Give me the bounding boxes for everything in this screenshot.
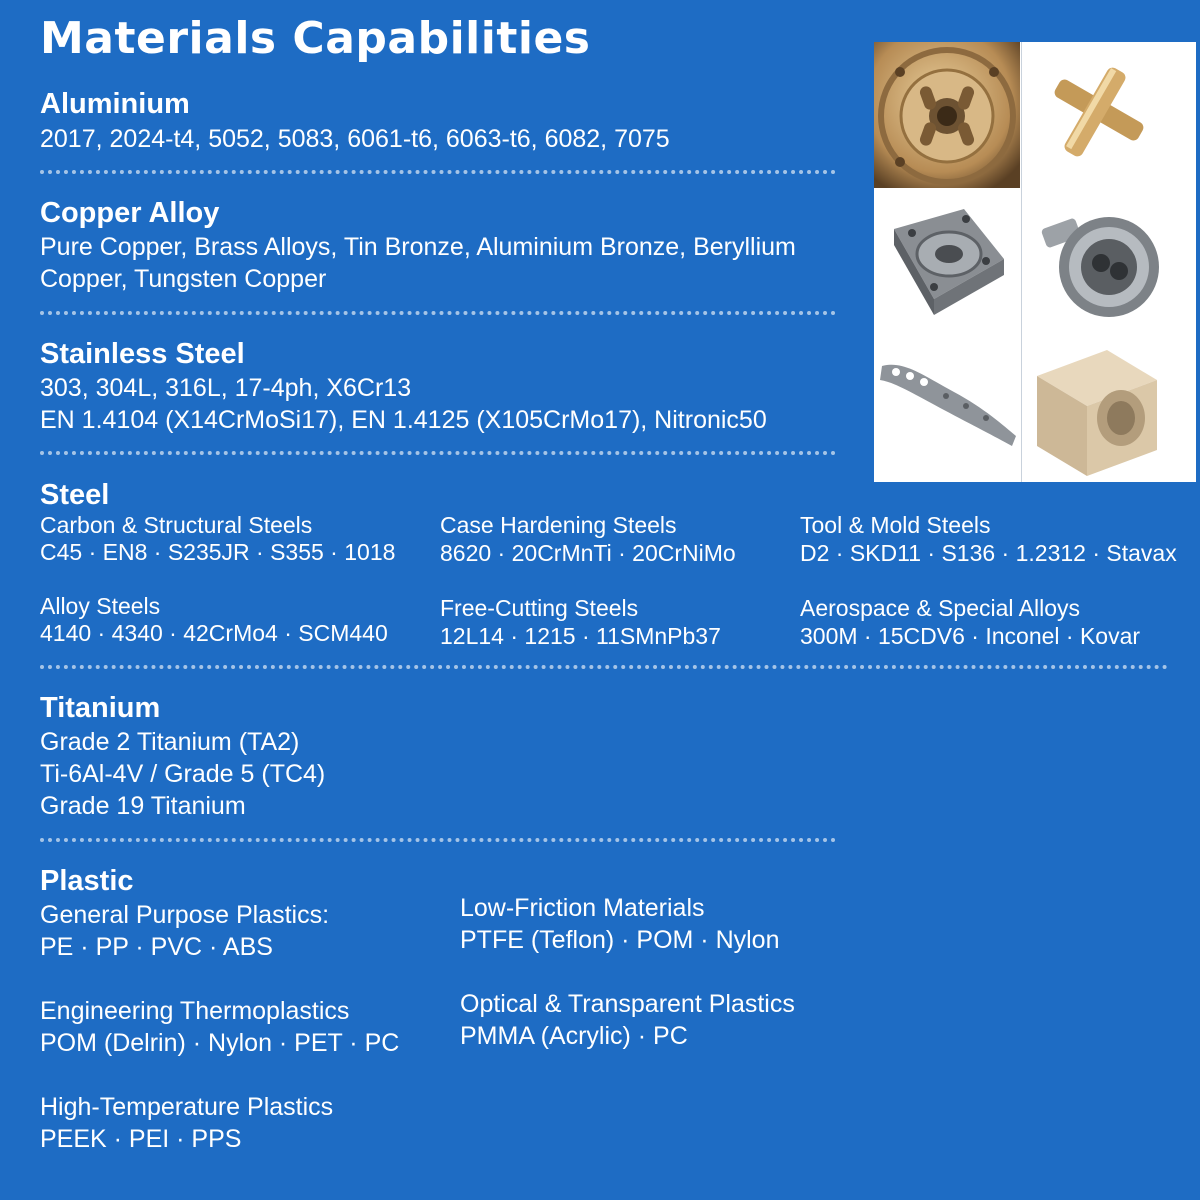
steel-group-grades: 8620 · 20CrMnTi · 20CrNiMo [440, 540, 736, 566]
divider [40, 170, 836, 174]
steel-group-name: Aerospace & Special Alloys [800, 595, 1080, 621]
stainless-line-2: EN 1.4104 (X14CrMoSi17), EN 1.4125 (X105CrMo17), Nitronic50 [40, 406, 767, 434]
page-title: Materials Capabilities [40, 13, 591, 64]
steel-group-name: Carbon & Structural Steels [40, 512, 313, 538]
steel-group-name: Case Hardening Steels [440, 512, 677, 538]
steel-group-name: Free-Cutting Steels [440, 595, 639, 621]
divider [40, 665, 1168, 669]
surgical-plate-image [874, 336, 1020, 482]
copper-line-2: Copper, Tungsten Copper [40, 265, 327, 293]
gallery-divider [1021, 42, 1022, 482]
aluminium-grades: 2017, 2024-t4, 5052, 5083, 6061-t6, 6063-t6, 6082, 7075 [40, 125, 670, 153]
parts-gallery [874, 42, 1196, 482]
steel-group-grades: 300M · 15CDV6 · Inconel · Kovar [800, 623, 1141, 649]
plastic-group-grades: PTFE (Teflon) · POM · Nylon [460, 926, 780, 954]
steel-block-image [874, 189, 1020, 335]
titanium-line: Ti-6Al-4V / Grade 5 (TC4) [40, 760, 326, 788]
plastic-group-grades: POM (Delrin) · Nylon · PET · PC [40, 1029, 400, 1057]
steel-group-grades: 12L14 · 1215 · 11SMnPb37 [440, 623, 721, 649]
plastic-heading: Plastic [40, 865, 134, 897]
divider [40, 451, 836, 455]
copper-line-1: Pure Copper, Brass Alloys, Tin Bronze, Aluminium Bronze, Beryllium [40, 233, 796, 261]
divider [40, 838, 836, 842]
peek-housing-image [1023, 336, 1169, 482]
plastic-group-name: Low-Friction Materials [460, 894, 705, 922]
titanium-line: Grade 2 Titanium (TA2) [40, 728, 300, 756]
steel-heading: Steel [40, 479, 110, 511]
plastic-group-grades: PMMA (Acrylic) · PC [460, 1022, 688, 1050]
stainless-heading: Stainless Steel [40, 338, 245, 370]
steel-group-grades: C45 · EN8 · S235JR · S355 · 1018 [40, 539, 396, 565]
plastic-group-grades: PE · PP · PVC · ABS [40, 933, 273, 961]
titanium-line: Grade 19 Titanium [40, 792, 246, 820]
titanium-heading: Titanium [40, 692, 161, 724]
steel-group-name: Tool & Mold Steels [800, 512, 991, 538]
plastic-group-grades: PEEK · PEI · PPS [40, 1125, 242, 1153]
aluminium-heading: Aluminium [40, 88, 190, 120]
plastic-group-name: High-Temperature Plastics [40, 1093, 334, 1121]
plastic-group-name: General Purpose Plastics: [40, 901, 330, 929]
stainless-line-1: 303, 304L, 316L, 17-4ph, X6Cr13 [40, 374, 412, 402]
copper-heading: Copper Alloy [40, 197, 220, 229]
brass-pin-image [1023, 42, 1169, 188]
brass-flange-image [874, 42, 1020, 188]
steel-group-name: Alloy Steels [40, 593, 161, 619]
plastic-group-name: Optical & Transparent Plastics [460, 990, 795, 1018]
steel-valve-image [1023, 189, 1169, 335]
steel-group-grades: D2 · SKD11 · S136 · 1.2312 · Stavax [800, 540, 1177, 566]
plastic-group-name: Engineering Thermoplastics [40, 997, 350, 1025]
steel-group-grades: 4140 · 4340 · 42CrMo4 · SCM440 [40, 620, 388, 646]
divider [40, 311, 836, 315]
